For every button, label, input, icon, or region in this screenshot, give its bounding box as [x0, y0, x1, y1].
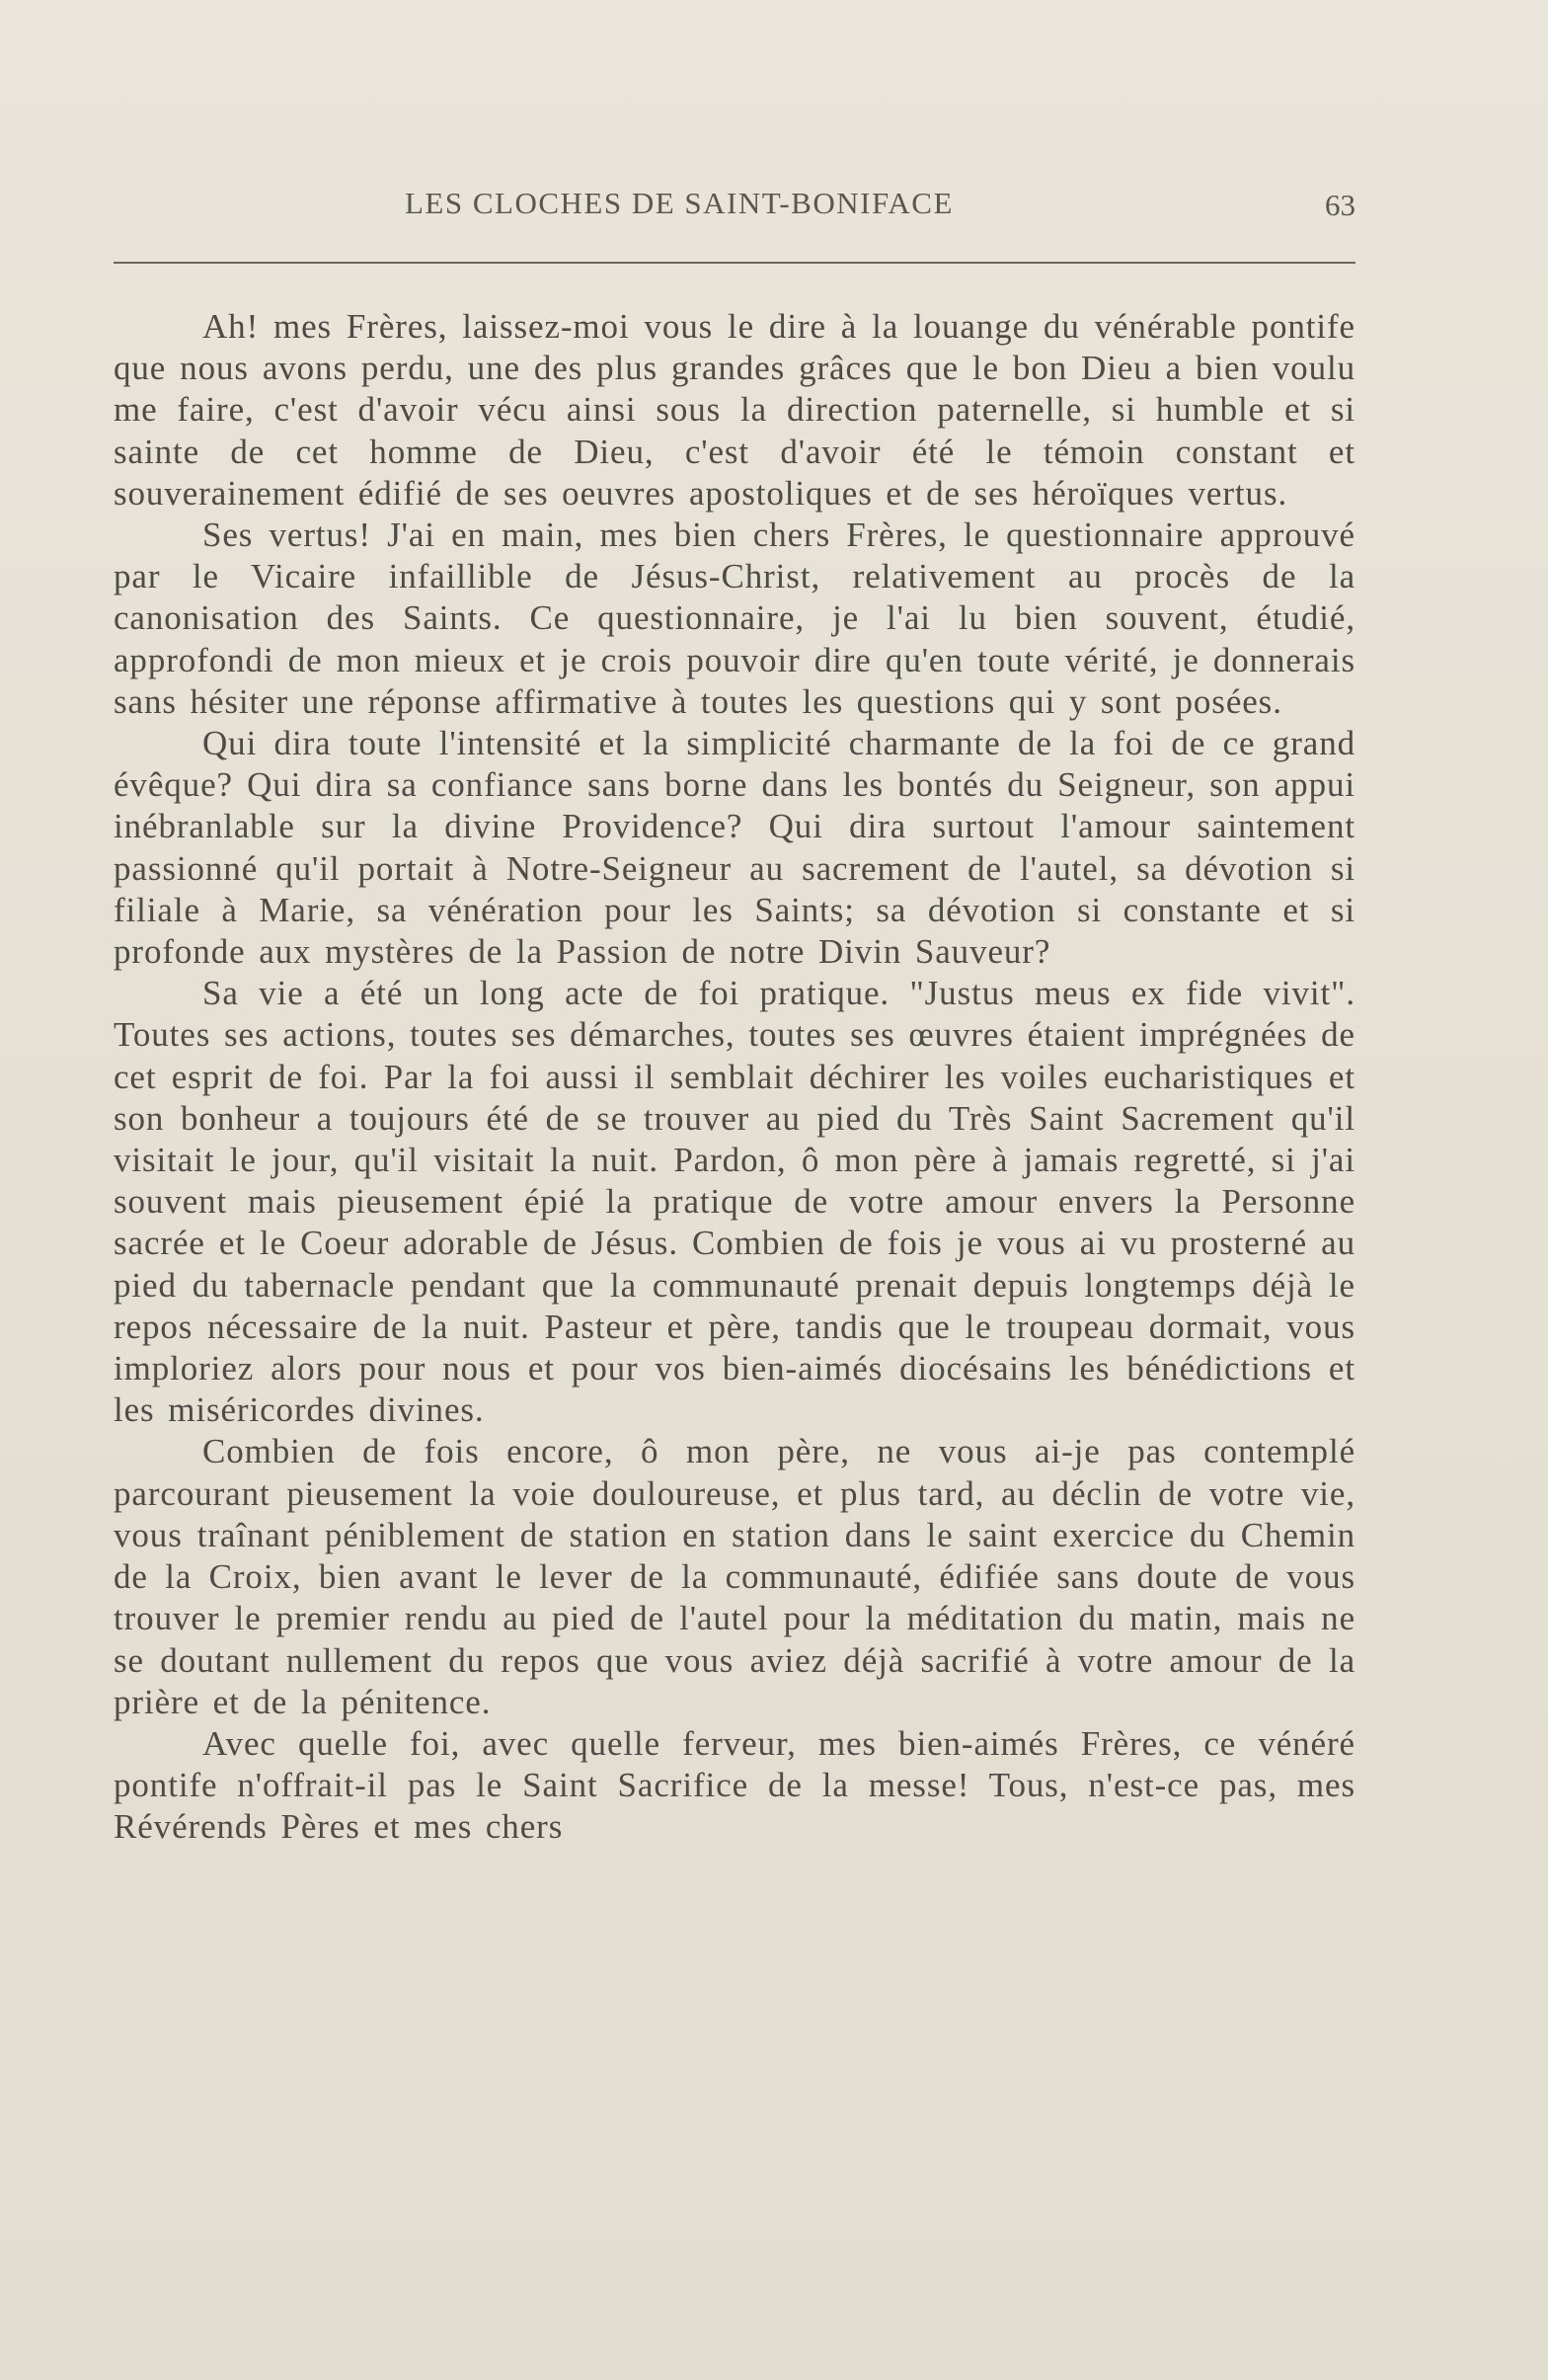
page-header — [114, 186, 1355, 235]
header-rule — [114, 262, 1355, 264]
paragraph: Qui dira toute l'intensité et la simplicité charmante de la foi de ce grand évêque? Qui dira sa confiance sans borne dans les bontés du Seigneur, son appui inébranlable sur la divine Providence? Qui dira surtout l'amour saintement passionné qu'il portait à Notre-Seigneur au sacrement de l'autel, sa dévotion si filiale à Marie, sa vénération pour les Saints; sa dévotion si constante et si profonde aux mystères de la Passion de notre Divin Sauveur? — [114, 724, 1355, 972]
paragraph: Ah! mes Frères, laissez-moi vous le dire à la louange du vénérable pontife que nous avons perdu, une des plus grandes grâces que le bon Dieu a bien voulu me faire, c'est d'avoir vécu ainsi sous la direction paternelle, si humble et si sainte de cet homme de Dieu, c'est d'avoir été le témoin constant et souverainement édifié de ses oeuvres apostoliques et de ses héroïques vertus. — [114, 307, 1355, 513]
paragraph: Ses vertus! J'ai en main, mes bien chers Frères, le questionnaire approuvé par le Vicaire infaillible de Jésus-Christ, relativement au procès de la canonisation des Saints. Ce questionnaire, je l'ai lu bien souvent, étudié, approfondi de mon mieux et je crois pouvoir dire qu'en toute vérité, je donnerais sans hésiter une réponse affirmative à toutes les questions qui y sont posées. — [114, 516, 1355, 721]
paragraph: Sa vie a été un long acte de foi pratique. "Justus meus ex fide vivit". Toutes ses actions, toutes ses démarches, toutes ses œuvres étaient imprégnées de cet esprit de foi. Par la foi aussi il semblait déchirer les voiles eucharistiques et son bonheur a toujours été de se trouver au pied du Très Saint Sacrement qu'il visitait le jour, qu'il visitait la nuit. Pardon, ô mon père à jamais regretté, si j'ai souvent mais pieusement épié la pratique de votre amour envers la Personne sacrée et le Coeur adorable de Jésus. Combien de fois je vous ai vu prosterné au pied du tabernacle pendant que la communauté prenait depuis longtemps déjà le repos nécessaire de la nuit. Pasteur et père, tandis que le troupeau dormait, vous imploriez alors pour nous et pour vos bien-aimés diocésains les bénédictions et les miséricordes divines. — [114, 974, 1355, 1430]
body-text — [114, 306, 1355, 1849]
page-number: 63 — [1325, 188, 1355, 222]
paragraph: Combien de fois encore, ô mon père, ne vous ai-je pas contemplé parcourant pieusement la voie douloureuse, et plus tard, au déclin de votre vie, vous traînant péniblement de station en station dans le saint exercice du Chemin de la Croix, bien avant le lever de la communauté, édifiée sans doute de vous trouver le premier rendu au pied de l'autel pour la méditation du matin, mais ne se doutant nullement du repos que vous aviez déjà sacrifié à votre amour de la prière et de la pénitence. — [114, 1432, 1355, 1721]
paragraph: Avec quelle foi, avec quelle ferveur, mes bien-aimés Frères, ce vénéré pontife n'offrait-il pas le Saint Sacrifice de la messe! Tous, n'est-ce pas, mes Révérends Pères et mes chers — [114, 1723, 1355, 1847]
running-title: LES CLOCHES DE SAINT-BONIFACE — [405, 186, 954, 220]
